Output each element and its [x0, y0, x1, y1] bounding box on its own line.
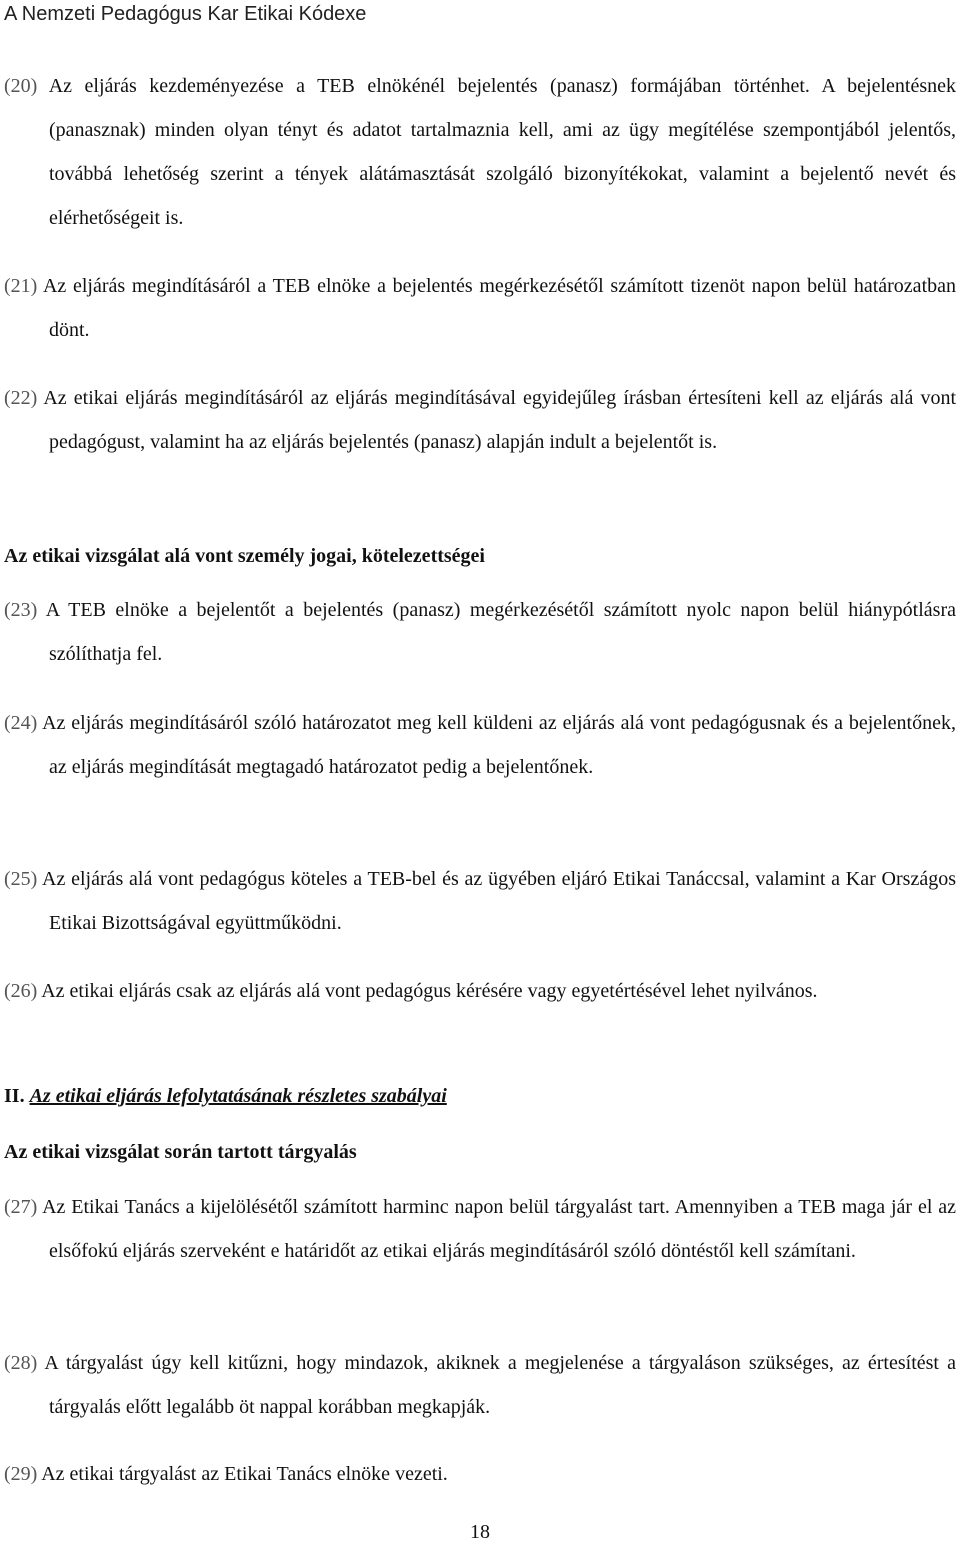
paragraph-26: [4, 969, 956, 1013]
paragraph-number: (24): [4, 712, 38, 734]
paragraph-number: (20): [4, 75, 38, 97]
paragraph-text: A tárgyalást úgy kell kitűzni, hogy mindazok, akiknek a megjelenése a tárgyaláson szükséges, az értesítést a tárgyalás előtt legalább öt nappal korábban megkapják.: [44, 1352, 956, 1418]
section-roman-numeral: II.: [4, 1085, 25, 1107]
paragraph-text: Az eljárás alá vont pedagógus köteles a TEB-bel és az ügyében eljáró Etikai Tanáccsal, valamint a Kar Országos Etikai Bizottságával együttműködni.: [42, 868, 956, 934]
paragraph-number: (25): [4, 868, 38, 890]
paragraph-text: Az eljárás kezdeményezése a TEB elnökénél bejelentés (panasz) formájában történhet. A bejelentésnek (panasznak) minden olyan tényt és adatot tartalmaznia kell, ami az ügy megítélése szempontjából jelentős, továbbá lehetőség szerint a tények alátámasztását szolgáló bizonyítékokat, valamint a bejelentő nevét és elérhetőségeit is.: [48, 75, 956, 229]
paragraph-number: (23): [4, 599, 38, 621]
paragraph-number: (27): [4, 1196, 38, 1218]
paragraph-text: A TEB elnöke a bejelentőt a bejelentés (panasz) megérkezésétől számított nyolc napon belül hiánypótlásra szólíthatja fel.: [45, 599, 956, 665]
section-heading-hearing: Az etikai vizsgálat során tartott tárgyalás: [4, 1141, 357, 1163]
paragraph-27: [4, 1185, 956, 1273]
paragraph-25: [4, 857, 956, 945]
paragraph-28: [4, 1341, 956, 1429]
section-title: Az etikai eljárás lefolytatásának részletes szabályai: [29, 1085, 447, 1107]
paragraph-number: (21): [4, 275, 38, 297]
paragraph-number: (26): [4, 980, 38, 1002]
paragraph-23: [4, 588, 956, 676]
page-number: 18: [470, 1521, 490, 1543]
paragraph-text: Az Etikai Tanács a kijelölésétől számított harminc napon belül tárgyalást tart. Amennyiben a TEB maga jár el az elsőfokú eljárás szerveként e határidőt az etikai eljárás megindításáról szóló döntéstől kell számítani.: [42, 1196, 956, 1262]
paragraph-text: Az eljárás megindításáról a TEB elnöke a bejelentés megérkezésétől számított tizenöt napon belül határozatban dönt.: [42, 275, 956, 341]
paragraph-20: [4, 64, 956, 240]
paragraph-text: Az eljárás megindításáról szóló határozatot meg kell küldeni az eljárás alá vont pedagógusnak és a bejelentőnek, az eljárás megindítását megtagadó határozatot pedig a bejelentőnek.: [42, 712, 956, 778]
paragraph-21: [4, 264, 956, 352]
document-header: A Nemzeti Pedagógus Kar Etikai Kódexe: [4, 3, 367, 25]
paragraph-number: (29): [4, 1463, 38, 1485]
paragraph-22: [4, 376, 956, 464]
paragraph-text: Az etikai tárgyalást az Etikai Tanács elnöke vezeti.: [41, 1463, 448, 1485]
section-heading-ii: [4, 1082, 447, 1110]
paragraph-text: Az etikai eljárás csak az eljárás alá vont pedagógus kérésére vagy egyetértésével lehet nyilvános.: [41, 980, 818, 1002]
paragraph-number: (28): [4, 1352, 38, 1374]
paragraph-number: (22): [4, 387, 38, 409]
paragraph-24: [4, 701, 956, 789]
section-heading-rights: Az etikai vizsgálat alá vont személy jogai, kötelezettségei: [4, 545, 485, 567]
paragraph-text: Az etikai eljárás megindításáról az eljárás megindításával egyidejűleg írásban értesíteni kell az eljárás alá vont pedagógust, valamint ha az eljárás bejelentés (panasz) alapján indult a bejelentőt is.: [43, 387, 956, 453]
paragraph-29: [4, 1452, 956, 1496]
